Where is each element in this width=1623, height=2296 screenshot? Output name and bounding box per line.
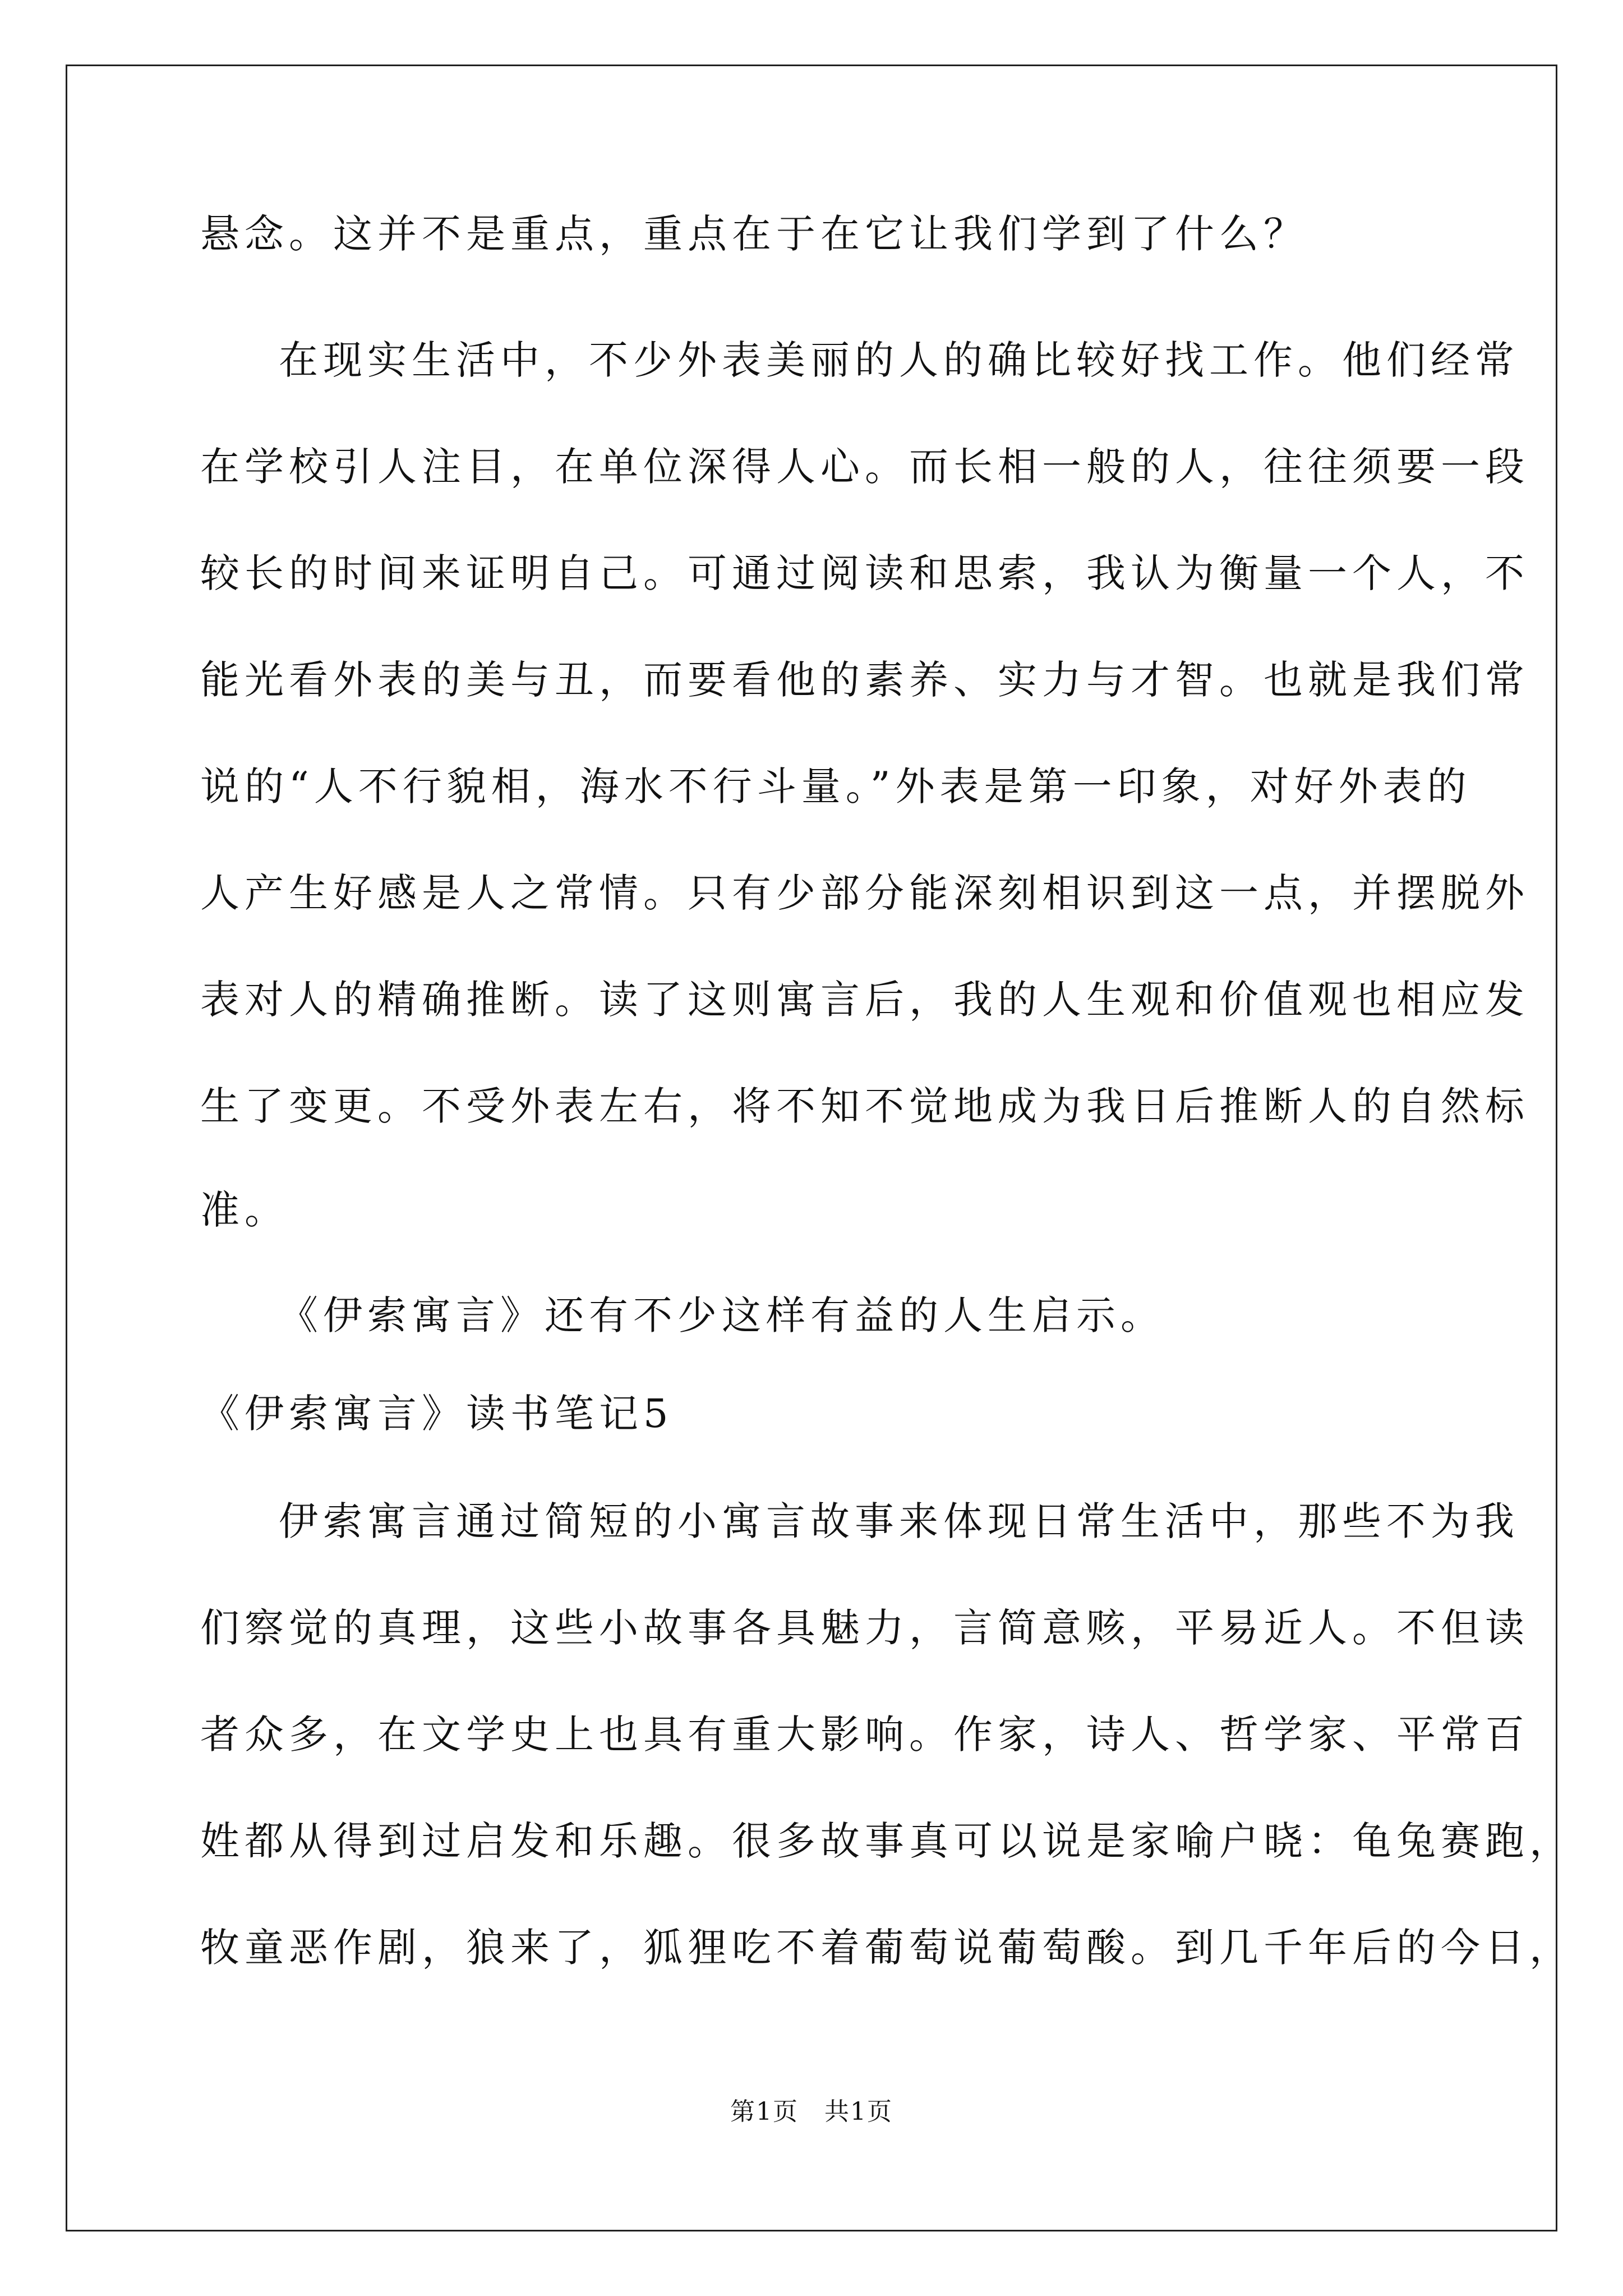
text-line: 生了变更。不受外表左右，将不知不觉地成为我日后推断人的自然标 bbox=[200, 1083, 1529, 1129]
text-line: 们察觉的真理，这些小故事各具魅力，言简意赅，平易近人。不但读 bbox=[200, 1605, 1529, 1651]
text-line: 准。 bbox=[200, 1187, 289, 1233]
paragraph-first-line: 《伊索寓言》还有不少这样有益的人生启示。 bbox=[279, 1292, 1165, 1338]
paragraph-first-line: 伊索寓言通过简短的小寓言故事来体现日常生活中，那些不为我 bbox=[279, 1498, 1519, 1544]
text-line: 姓都从得到过启发和乐趣。很多故事真可以说是家喻户晓：龟兔赛跑， bbox=[200, 1818, 1574, 1864]
page-frame bbox=[66, 65, 1574, 2231]
text-line: 能光看外表的美与丑，而要看他的素养、实力与才智。也就是我们常 bbox=[200, 657, 1529, 703]
text-line: 牧童恶作剧，狼来了，狐狸吃不着葡萄说葡萄酸。到几千年后的今日， bbox=[200, 1925, 1574, 1971]
section-heading: 《伊索寓言》读书笔记5 bbox=[200, 1391, 674, 1437]
paragraph-first-line: 在现实生活中，不少外表美丽的人的确比较好找工作。他们经常 bbox=[279, 337, 1519, 383]
page-number-footer: 第1页 共1页 bbox=[730, 2097, 893, 2126]
text-line: 悬念。这并不是重点，重点在于在它让我们学到了什么？ bbox=[200, 211, 1308, 257]
text-line: 人产生好感是人之常情。只有少部分能深刻相识到这一点，并摆脱外 bbox=[200, 870, 1529, 916]
text-line: 表对人的精确推断。读了这则寓言后，我的人生观和价值观也相应发 bbox=[200, 977, 1529, 1023]
text-line: 说的“人不行貌相，海水不行斗量。”外表是第一印象，对好外表的 bbox=[200, 763, 1472, 809]
text-line: 较长的时间来证明自己。可通过阅读和思索，我认为衡量一个人，不 bbox=[200, 550, 1529, 596]
text-line: 在学校引人注目，在单位深得人心。而长相一般的人，往往须要一段 bbox=[200, 444, 1529, 490]
text-line: 者众多，在文学史上也具有重大影响。作家，诗人、哲学家、平常百 bbox=[200, 1711, 1529, 1757]
